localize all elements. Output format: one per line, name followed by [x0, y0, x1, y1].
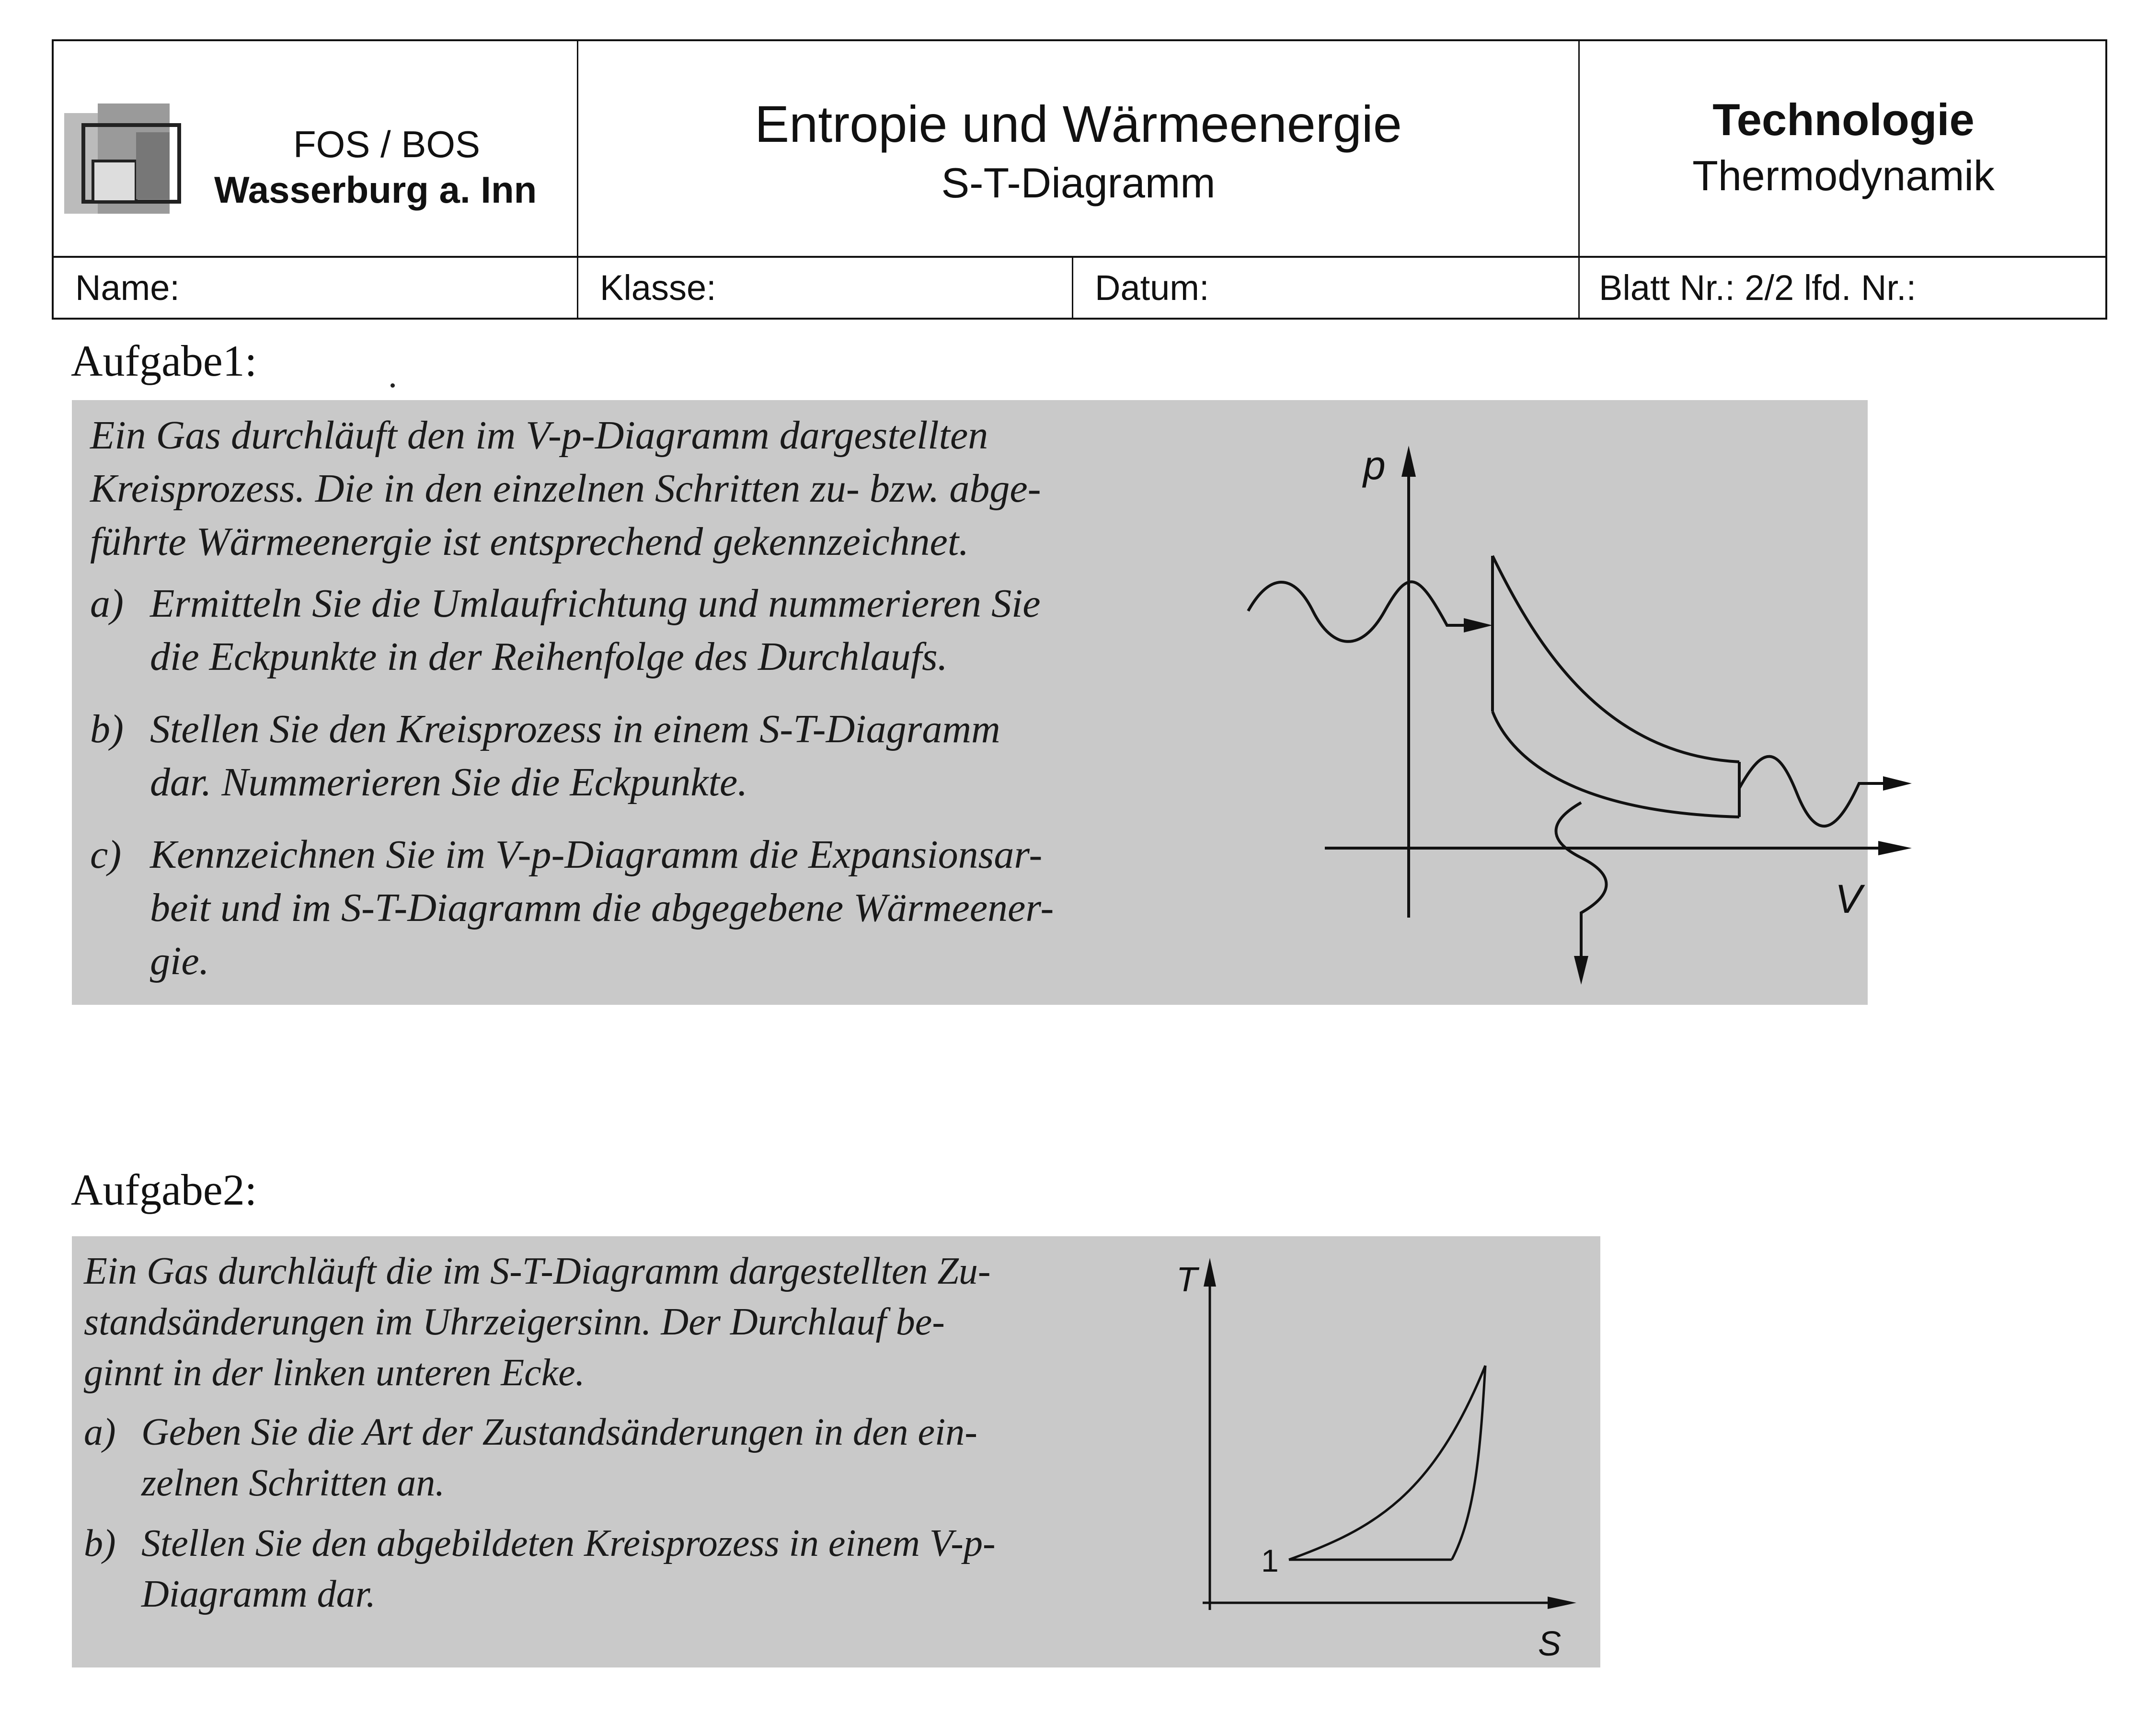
task1-box — [72, 400, 1868, 1005]
item-label: b) — [84, 1522, 116, 1564]
item-label: a) — [90, 581, 124, 626]
item-line: Diagramm dar. — [141, 1573, 376, 1615]
name-field[interactable] — [54, 256, 578, 320]
task2-item-a — [84, 1407, 1195, 1508]
item-line: Geben Sie die Art der Zustandsänderungen in den ein- — [141, 1411, 977, 1453]
cycle-upper-curve — [1493, 556, 1739, 762]
worksheet-header — [52, 39, 2107, 320]
s-axis-arrowhead — [1548, 1597, 1576, 1609]
t-axis-label: T — [1176, 1261, 1197, 1299]
task1-item-b — [90, 702, 1278, 809]
point-1-label: 1 — [1261, 1543, 1279, 1578]
item-line: dar. Nummerieren Sie die Eckpunkte. — [150, 760, 748, 805]
school-type: FOS / BOS — [293, 123, 481, 165]
item-line: die Eckpunkte in der Reihenfolge des Durchlaufs. — [150, 634, 948, 679]
school-logo — [64, 103, 189, 223]
date-field[interactable] — [1073, 256, 1580, 320]
heat-out-arrowhead-right — [1883, 776, 1912, 791]
item-line: Ermitteln Sie die Umlaufrichtung und nummerieren Sie — [150, 581, 1041, 626]
subject-cell — [1580, 41, 2107, 256]
item-label: a) — [84, 1411, 116, 1453]
task2-item-b — [84, 1518, 1195, 1620]
vp-diagram — [1241, 429, 1921, 994]
v-axis-arrowhead — [1878, 841, 1912, 855]
sheet-number-field[interactable] — [1580, 256, 2107, 320]
task2-text — [84, 1246, 1195, 1620]
cycle-rising-curve — [1289, 1366, 1485, 1560]
task1-intro-line: Ein Gas durchläuft den im V-p-Diagramm dargestellten — [90, 413, 988, 458]
name-label: Name: — [75, 268, 180, 308]
sheet-subtitle: S-T-Diagramm — [941, 159, 1216, 207]
t-axis-arrowhead — [1204, 1258, 1216, 1287]
s-axis-label: S — [1538, 1625, 1562, 1663]
heat-out-arrowhead-bottom — [1574, 956, 1588, 985]
item-line: Stellen Sie den Kreisprozess in einem S-T-Diagramm — [150, 707, 1000, 751]
title-cell — [578, 41, 1580, 256]
heat-in-wave — [1248, 582, 1481, 642]
item-line: gie. — [150, 939, 209, 983]
task2-box — [72, 1236, 1600, 1667]
topic: Thermodynamik — [1692, 152, 1995, 199]
heat-in-arrowhead — [1464, 618, 1493, 632]
stray-dot — [390, 383, 395, 388]
task2-intro-line: standsänderungen im Uhrzeigersinn. Der Durchlauf be- — [84, 1301, 945, 1343]
class-label: Klasse: — [600, 268, 716, 308]
cycle-lower-curve — [1493, 712, 1739, 817]
task1-title: Aufgabe1: — [71, 336, 257, 385]
task1-item-c — [90, 828, 1278, 988]
school-name: Wasserburg a. Inn — [214, 169, 537, 211]
task2-title: Aufgabe2: — [71, 1165, 257, 1214]
cycle-falling-curve — [1452, 1366, 1485, 1560]
sheet-number-label: Blatt Nr.: 2/2 lfd. Nr.: — [1599, 268, 1917, 308]
v-axis-label: V — [1835, 876, 1862, 921]
task1-intro-line: führte Wärmeenergie ist entsprechend gekennzeichnet. — [90, 519, 969, 564]
task2-intro-line: ginnt in der linken unteren Ecke. — [84, 1352, 585, 1394]
item-label: b) — [90, 707, 124, 751]
date-label: Datum: — [1095, 268, 1209, 308]
school-cell — [54, 41, 578, 256]
heat-out-wave-bottom — [1556, 803, 1607, 963]
st-diagram — [1155, 1246, 1596, 1663]
item-label: c) — [90, 832, 122, 877]
sheet-title: Entropie und Wärmeenergie — [755, 95, 1402, 153]
item-line: Kennzeichnen Sie im V-p-Diagramm die Expansionsar- — [150, 832, 1043, 877]
subject: Technologie — [1712, 94, 1975, 145]
task2-intro-line: Ein Gas durchläuft die im S-T-Diagramm dargestellten Zu- — [84, 1250, 991, 1292]
task1-item-a — [90, 577, 1278, 683]
item-line: beit und im S-T-Diagramm die abgegebene Wärmeener- — [150, 885, 1054, 930]
task1-intro-line: Kreisprozess. Die in den einzelnen Schritten zu- bzw. abge- — [90, 466, 1041, 511]
class-field[interactable] — [578, 256, 1073, 320]
task1-text — [90, 409, 1278, 988]
item-line: zelnen Schritten an. — [141, 1462, 445, 1504]
p-axis-label: p — [1363, 443, 1386, 488]
heat-out-wave-right — [1739, 757, 1883, 826]
p-axis-arrowhead — [1401, 446, 1416, 477]
item-line: Stellen Sie den abgebildeten Kreisprozess in einem V-p- — [141, 1522, 996, 1564]
